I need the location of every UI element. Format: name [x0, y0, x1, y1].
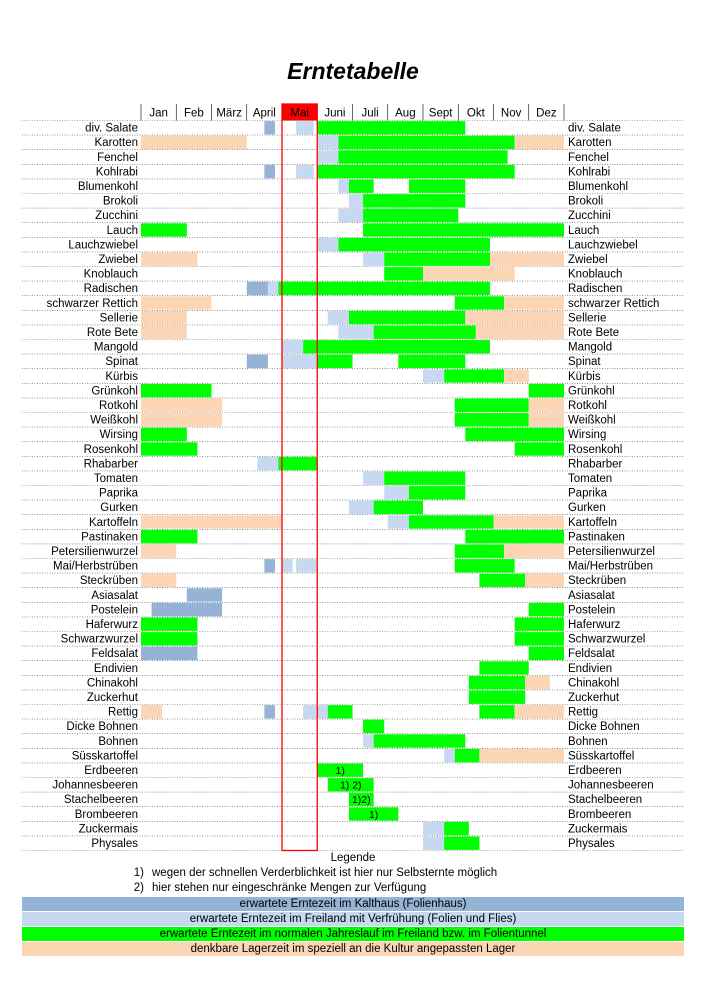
harvest-bar — [141, 384, 212, 397]
row-label-right: Rote Bete — [568, 327, 620, 339]
row-label-left: Mangold — [93, 341, 138, 354]
harvest-bar — [529, 399, 564, 412]
row-note: 1) — [335, 765, 345, 777]
month-label: Jan — [149, 107, 168, 120]
footnote-number: 2) — [133, 882, 144, 894]
harvest-bar — [282, 340, 303, 353]
harvest-bar — [141, 136, 247, 149]
row-label-right: Zuckerhut — [568, 692, 620, 704]
harvest-bar — [141, 705, 162, 718]
row-label-left: Rote Bete — [86, 327, 138, 339]
harvest-bar — [384, 486, 409, 499]
row-label-right: Fenchel — [568, 151, 609, 164]
row-label-left: Weißkohl — [90, 414, 138, 427]
harvest-bar — [317, 136, 338, 149]
harvest-bar — [374, 734, 466, 747]
harvest-bar — [328, 311, 349, 324]
harvest-bar — [525, 676, 550, 689]
harvest-bar — [515, 618, 564, 631]
month-label: April — [252, 107, 276, 120]
row-label-left: Schwarzwurzel — [60, 633, 138, 646]
legend-verfruehung: erwartete Erntezeit im Freiland mit Verfrühung (Folien und Flies) — [22, 912, 684, 926]
row-label-right: Wirsing — [568, 429, 607, 442]
harvest-bar — [504, 369, 529, 382]
row-label-left: Petersilienwurzel — [51, 546, 138, 558]
harvest-bar — [338, 180, 349, 193]
row-label-left: Asiasalat — [91, 589, 138, 602]
harvest-bar — [141, 618, 197, 631]
row-label-right: Stachelbeeren — [568, 794, 643, 807]
harvest-bar — [525, 574, 564, 587]
row-label-right: Haferwurz — [568, 619, 621, 631]
row-label-left: Chinakohl — [86, 677, 138, 690]
harvest-bar — [479, 574, 525, 587]
row-label-left: Knoblauch — [83, 268, 138, 281]
row-label-right: Zucchini — [568, 210, 611, 223]
month-label: Juni — [324, 107, 346, 120]
row-label-right: Kürbis — [568, 370, 601, 383]
row-label-right: Brokoli — [568, 195, 604, 208]
row-label-right: Pastinaken — [568, 531, 625, 544]
row-label-right: Gurken — [568, 502, 606, 515]
harvest-bar — [465, 311, 564, 324]
row-label-right: Grünkohl — [568, 385, 615, 398]
harvest-bar — [455, 749, 480, 762]
row-label-left: Rotkohl — [99, 400, 138, 412]
harvest-bar — [349, 501, 374, 514]
row-label-left: Paprika — [99, 487, 138, 500]
harvest-bar — [141, 296, 212, 309]
harvest-bar — [398, 355, 465, 368]
row-label-left: Kartoffeln — [88, 516, 138, 529]
row-label-right: schwarzer Rettich — [568, 297, 660, 310]
harvest-bar — [278, 457, 317, 470]
row-label-left: Gurken — [100, 502, 138, 515]
harvest-bar — [363, 209, 458, 222]
harvest-bar — [388, 515, 409, 528]
harvest-bar — [141, 574, 176, 587]
row-label-right: Rosenkohl — [568, 443, 623, 456]
row-label-right: Lauchzwiebel — [568, 239, 638, 252]
row-label-left: Mai/Herbstrüben — [52, 560, 138, 573]
harvest-bar — [465, 530, 564, 543]
row-label-right: Weißkohl — [568, 414, 616, 427]
harvest-bar — [455, 296, 504, 309]
month-label: Aug — [395, 107, 416, 120]
harvest-bar — [338, 209, 363, 222]
harvest-bar — [455, 545, 504, 558]
harvest-bar — [264, 121, 275, 134]
highlight-month-frame — [282, 104, 317, 851]
legend-title: Legende — [330, 852, 376, 864]
row-label-left: Feldsalat — [91, 648, 138, 661]
footnote-text: hier stehen nur eingeschränke Mengen zur Verfügung — [152, 882, 427, 894]
row-label-right: Süsskartoffel — [568, 750, 635, 763]
month-label: Nov — [500, 107, 522, 120]
harvest-bar — [141, 326, 187, 339]
footnote-1 — [126, 867, 497, 879]
harvest-bar — [141, 223, 187, 236]
row-label-right: Steckrüben — [568, 575, 627, 588]
harvest-bar — [338, 150, 507, 163]
row-label-right: Kartoffeln — [568, 516, 618, 529]
row-label-right: Zwiebel — [568, 254, 608, 266]
row-label-left: Lauchzwiebel — [68, 239, 138, 252]
row-label-left: Wirsing — [99, 429, 138, 442]
harvest-bar — [423, 369, 444, 382]
harvest-bar — [363, 194, 465, 207]
harvest-bar — [444, 837, 479, 850]
harvest-bar — [494, 515, 565, 528]
month-label: Juli — [361, 107, 379, 120]
row-label-left: Endivien — [93, 662, 138, 675]
month-label: Dez — [536, 107, 557, 120]
row-note: 1) 2) — [339, 779, 362, 792]
row-label-left: Rhabarber — [83, 458, 138, 471]
row-label-right: Radischen — [568, 283, 623, 296]
harvest-bar — [444, 749, 455, 762]
row-label-right: Erdbeeren — [568, 765, 622, 777]
row-label-left: Blumenkohl — [77, 181, 138, 193]
harvest-bar — [384, 472, 465, 485]
harvest-bar — [363, 734, 374, 747]
harvest-bar — [409, 180, 465, 193]
harvest-bar — [264, 705, 275, 718]
row-label-right: Endivien — [568, 662, 613, 675]
row-label-left: Radischen — [83, 283, 138, 296]
row-label-left: Rosenkohl — [83, 443, 138, 456]
page-title: Erntetabelle — [287, 58, 419, 84]
row-label-right: Postelein — [568, 604, 616, 617]
row-label-right: Mai/Herbstrüben — [568, 560, 654, 573]
row-label-left: Zuckerhut — [86, 692, 138, 704]
harvest-bar — [455, 559, 515, 572]
month-label: März — [216, 107, 242, 120]
row-label-right: Asiasalat — [568, 589, 615, 602]
row-label-left: Zuckermais — [78, 823, 138, 836]
harvest-bar — [141, 545, 176, 558]
row-label-right: Blumenkohl — [568, 181, 629, 193]
harvest-bar — [141, 515, 282, 528]
row-label-left: Grünkohl — [91, 385, 138, 398]
harvest-bar — [282, 559, 293, 572]
harvest-bar — [363, 223, 564, 236]
row-label-left: Brombeeren — [74, 808, 138, 821]
harvest-bar — [187, 588, 222, 601]
harvest-bar — [317, 355, 352, 368]
harvest-bar — [423, 267, 515, 280]
month-label: Mai — [290, 107, 309, 120]
row-note: 1)2) — [351, 794, 371, 807]
legend-kalthaus: erwartete Erntezeit im Kalthaus (Folienhaus) — [22, 897, 684, 911]
row-note: 1) — [368, 808, 379, 821]
harvest-bar — [504, 296, 564, 309]
harvest-bar — [349, 311, 465, 324]
harvest-bar — [455, 413, 529, 426]
harvest-bar — [338, 238, 490, 251]
harvest-bar — [479, 705, 514, 718]
row-label-right: Johannesbeeren — [568, 779, 654, 792]
row-label-left: Johannesbeeren — [52, 779, 138, 792]
footnote-text: wegen der schnellen Verderblichkeit ist hier nur Selbsternte möglich — [152, 867, 498, 879]
harvest-bar — [247, 355, 268, 368]
row-label-right: Tomaten — [568, 473, 613, 485]
harvest-bar — [515, 442, 564, 455]
row-label-right: div. Salate — [568, 122, 621, 135]
harvest-bar — [141, 530, 197, 543]
row-label-left: Haferwurz — [85, 619, 138, 631]
harvest-bar — [296, 165, 314, 178]
harvest-bar — [141, 253, 197, 266]
harvest-bar — [264, 559, 275, 572]
harvest-bar — [409, 486, 465, 499]
harvest-bar — [465, 428, 564, 441]
row-label-right: Petersilienwurzel — [568, 546, 655, 558]
harvest-bar — [479, 749, 564, 762]
legend-lager: denkbare Lagerzeit im speziell an die Kultur angepassten Lager — [22, 942, 684, 956]
row-label-left: Sellerie — [99, 312, 138, 325]
row-label-right: Rhabarber — [568, 458, 623, 471]
harvest-bar — [423, 837, 444, 850]
harvest-bar — [303, 340, 490, 353]
row-label-left: Süsskartoffel — [71, 750, 138, 763]
legend-freiland: erwartete Erntezeit im normalen Jahreslauf im Freiland bzw. im Folientunnel — [22, 927, 684, 941]
row-label-left: Spinat — [105, 356, 138, 369]
row-label-left: Karotten — [94, 137, 138, 150]
harvest-bar — [282, 355, 317, 368]
harvest-bar — [469, 691, 525, 704]
harvest-bar — [317, 238, 338, 251]
harvest-bar — [349, 180, 374, 193]
row-label-right: Chinakohl — [568, 677, 620, 690]
row-label-left: schwarzer Rettich — [46, 297, 138, 310]
row-label-left: Zwiebel — [98, 254, 138, 266]
row-label-left: Pastinaken — [81, 531, 138, 544]
harvest-bar — [317, 121, 465, 134]
row-label-right: Knoblauch — [568, 268, 623, 281]
harvest-bar — [317, 150, 338, 163]
harvest-bar — [363, 472, 384, 485]
harvest-bar — [363, 720, 384, 733]
harvest-bar — [515, 705, 564, 718]
row-label-right: Feldsalat — [568, 648, 615, 661]
row-label-left: Zucchini — [95, 210, 138, 223]
harvest-bar — [374, 326, 476, 339]
harvest-bar — [529, 413, 564, 426]
harvest-bar — [141, 428, 187, 441]
harvest-bar — [152, 603, 223, 616]
harvest-bar — [529, 384, 564, 397]
harvest-bar — [479, 661, 528, 674]
row-label-right: Spinat — [568, 356, 601, 369]
row-label-left: Steckrüben — [79, 575, 138, 588]
harvest-bar — [444, 369, 504, 382]
harvest-bar — [515, 136, 564, 149]
row-label-left: div. Salate — [85, 122, 138, 135]
row-label-left: Fenchel — [97, 151, 138, 164]
harvest-bar — [423, 822, 444, 835]
harvest-bar — [349, 194, 363, 207]
row-label-left: Brokoli — [102, 195, 138, 208]
harvest-bar — [278, 282, 490, 295]
row-label-right: Sellerie — [568, 312, 607, 325]
harvest-bar — [363, 253, 384, 266]
harvest-bar — [529, 647, 564, 660]
harvest-bar — [469, 676, 525, 689]
row-label-left: Bohnen — [98, 735, 138, 748]
harvest-bar — [264, 165, 275, 178]
row-label-left: Stachelbeeren — [63, 794, 138, 807]
harvest-bar — [257, 457, 278, 470]
row-label-left: Postelein — [90, 604, 138, 617]
bar-layer — [141, 104, 564, 850]
row-label-right: Rettig — [568, 706, 599, 719]
harvest-bar — [303, 705, 328, 718]
footnote-number: 1) — [133, 867, 144, 879]
harvest-bar — [141, 632, 197, 645]
row-label-right: Bohnen — [568, 735, 608, 748]
row-label-left: Kürbis — [105, 370, 138, 383]
row-label-right: Kohlrabi — [568, 166, 611, 179]
row-label-left: Kohlrabi — [95, 166, 138, 179]
row-label-left: Tomaten — [93, 473, 138, 485]
row-label-left: Lauch — [106, 224, 138, 237]
harvest-bar — [141, 311, 187, 324]
row-label-right: Physales — [568, 838, 615, 850]
row-label-right: Zuckermais — [568, 823, 628, 836]
harvest-bar — [476, 326, 564, 339]
row-label-left: Physales — [91, 838, 138, 850]
harvest-bar — [384, 267, 423, 280]
row-label-left: Rettig — [107, 706, 138, 719]
harvest-bar — [409, 515, 494, 528]
harvest-bar — [504, 545, 564, 558]
footnote-2 — [126, 882, 426, 894]
harvest-bar — [384, 253, 490, 266]
row-label-left: Dicke Bohnen — [66, 721, 138, 734]
harvest-bar — [296, 121, 314, 134]
harvest-bar — [515, 632, 564, 645]
row-label-right: Schwarzwurzel — [568, 633, 646, 646]
harvest-bar — [317, 165, 514, 178]
harvest-bar — [455, 399, 529, 412]
month-label: Okt — [466, 107, 485, 120]
row-label-left: Erdbeeren — [84, 765, 138, 777]
row-label-right: Mangold — [568, 341, 613, 354]
harvest-bar — [338, 326, 373, 339]
harvest-bar — [529, 603, 564, 616]
harvest-bar — [296, 559, 317, 572]
harvest-bar — [328, 705, 353, 718]
row-label-right: Karotten — [568, 137, 612, 150]
harvest-bar — [374, 501, 423, 514]
harvest-bar — [338, 136, 514, 149]
harvest-bar — [141, 413, 222, 426]
harvest-bar — [268, 282, 279, 295]
month-label: Sept — [428, 107, 453, 120]
row-label-right: Dicke Bohnen — [568, 721, 640, 734]
row-label-right: Rotkohl — [568, 400, 607, 412]
harvest-bar — [141, 399, 222, 412]
harvest-bar — [444, 822, 469, 835]
row-label-right: Brombeeren — [568, 808, 632, 821]
month-label: Feb — [183, 107, 204, 120]
harvest-bar — [141, 442, 197, 455]
harvest-bar — [247, 282, 268, 295]
harvest-bar — [141, 647, 197, 660]
harvest-bar — [490, 253, 564, 266]
row-label-right: Lauch — [568, 224, 600, 237]
row-label-right: Paprika — [568, 487, 607, 500]
